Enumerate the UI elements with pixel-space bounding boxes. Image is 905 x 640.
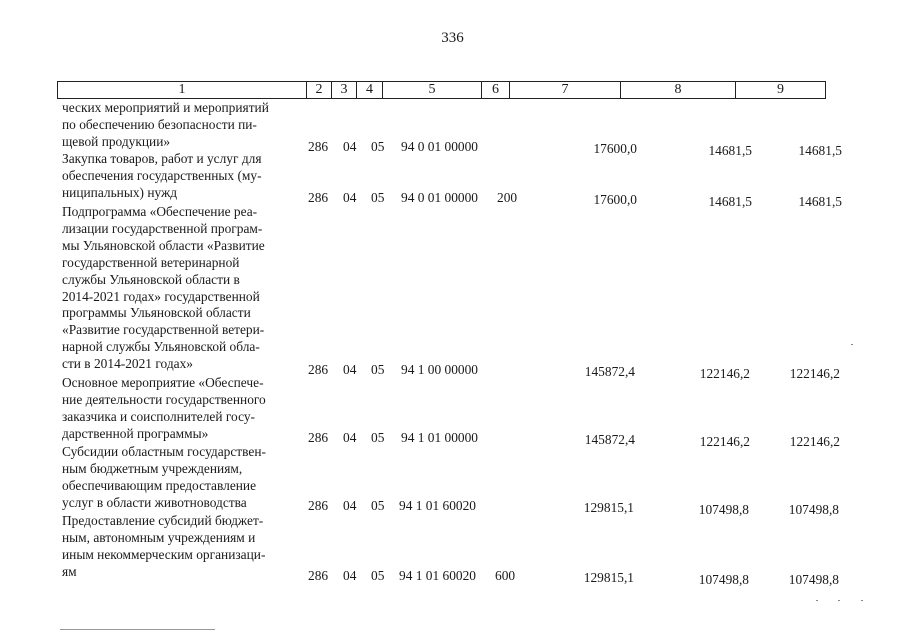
cell-amount-col8: 14681,5 [708, 143, 752, 158]
column-header-9: 9 [736, 82, 826, 99]
cell-ministry-code: 286 [308, 568, 329, 583]
cell-expense-type: 200 [497, 190, 518, 205]
description-line: обеспечения государственных (му- [62, 167, 262, 183]
description-line: ние деятельности государственного [62, 391, 266, 407]
description-line: Подпрограмма «Обеспечение реа- [62, 204, 258, 219]
description-line: обеспечивающим предоставление [62, 477, 257, 493]
description-line: «Развитие государственной ветери- [62, 322, 265, 338]
column-header-table [57, 81, 826, 99]
description-line: 2014-2021 годах» государственной [62, 288, 260, 304]
row-description [62, 444, 298, 512]
description-line: заказчика и соисполнителей госу- [62, 408, 255, 424]
cell-ministry-code: 286 [308, 362, 329, 377]
description-line: нарной службы Ульяновской обла- [62, 339, 260, 355]
description-line: Основное мероприятие «Обеспече- [62, 375, 264, 390]
description-line: Предоставление субсидий бюджет- [62, 513, 264, 528]
scan-speck [838, 600, 840, 601]
cell-subsection: 05 [371, 362, 385, 377]
cell-subsection: 05 [371, 190, 385, 205]
cell-amount-col9: 107498,8 [788, 572, 839, 587]
cell-amount-col8: 107498,8 [698, 572, 749, 587]
description-line: дарственной программы» [62, 425, 209, 441]
cell-amount-col8: 122146,2 [699, 366, 750, 381]
description-line: сти в 2014-2021 годах» [62, 356, 193, 372]
cell-amount-col7: 145872,4 [584, 364, 635, 379]
column-header-3: 3 [332, 82, 357, 99]
cell-target-article: 94 1 01 60020 [399, 568, 476, 583]
cell-expense-type: 600 [495, 568, 516, 583]
description-line: ческих мероприятий и мероприятий [62, 100, 269, 115]
scan-speck [861, 600, 863, 601]
cell-amount-col7: 17600,0 [593, 141, 637, 156]
cell-amount-col9: 107498,8 [788, 502, 839, 517]
cell-subsection: 05 [371, 498, 385, 513]
cell-subsection: 05 [371, 568, 385, 583]
cell-target-article: 94 1 01 60020 [399, 498, 476, 513]
cell-target-article: 94 0 01 00000 [401, 139, 478, 154]
cell-amount-col7: 17600,0 [593, 192, 637, 207]
description-line: услуг в области животноводства [62, 494, 247, 510]
description-line: службы Ульяновской области в [62, 271, 240, 287]
description-line: Закупка товаров, работ и услуг для [62, 151, 262, 166]
cell-section: 04 [343, 568, 357, 583]
column-header-5: 5 [383, 82, 482, 99]
description-line: ным, автономным учреждениям и [62, 529, 256, 545]
cell-ministry-code: 286 [308, 139, 329, 154]
row-description [62, 513, 298, 581]
page-number: 336 [441, 30, 464, 46]
description-line: программы Ульяновской области [62, 305, 251, 321]
description-line: щевой продукции» [62, 133, 171, 149]
column-header-4: 4 [357, 82, 383, 99]
cell-section: 04 [343, 190, 357, 205]
cell-amount-col9: 122146,2 [789, 366, 840, 381]
footnote-rule [60, 629, 215, 630]
cell-amount-col8: 14681,5 [708, 194, 752, 209]
column-header-1: 1 [58, 82, 307, 99]
scan-speck [816, 600, 818, 601]
row-description [62, 375, 298, 443]
cell-amount-col7: 129815,1 [583, 500, 634, 515]
column-header-6: 6 [482, 82, 510, 99]
cell-amount-col8: 107498,8 [698, 502, 749, 517]
cell-amount-col9: 122146,2 [789, 434, 840, 449]
cell-target-article: 94 1 00 00000 [401, 362, 478, 377]
cell-amount-col9: 14681,5 [798, 194, 842, 209]
cell-section: 04 [343, 139, 357, 154]
cell-section: 04 [343, 498, 357, 513]
description-line: государственной ветеринарной [62, 254, 240, 270]
column-header-2: 2 [307, 82, 332, 99]
cell-section: 04 [343, 362, 357, 377]
cell-amount-col8: 122146,2 [699, 434, 750, 449]
cell-ministry-code: 286 [308, 430, 329, 445]
column-header-8: 8 [621, 82, 736, 99]
cell-ministry-code: 286 [308, 190, 329, 205]
cell-target-article: 94 1 01 00000 [401, 430, 478, 445]
description-line: Субсидии областным государствен- [62, 444, 266, 459]
cell-ministry-code: 286 [308, 498, 329, 513]
cell-amount-col9: 14681,5 [798, 143, 842, 158]
cell-section: 04 [343, 430, 357, 445]
row-description [62, 151, 298, 202]
description-line: иным некоммерческим организаци- [62, 546, 266, 562]
cell-amount-col7: 129815,1 [583, 570, 634, 585]
description-line: ниципальных) нужд [62, 184, 178, 200]
column-header-7: 7 [510, 82, 621, 99]
cell-subsection: 05 [371, 139, 385, 154]
row-description [62, 100, 298, 151]
description-line: мы Ульяновской области «Развитие [62, 237, 265, 253]
scan-speck [851, 344, 853, 345]
row-description [62, 204, 298, 373]
description-line: ям [62, 563, 77, 579]
description-line: лизации государственной програм- [62, 220, 263, 236]
description-line: по обеспечению безопасности пи- [62, 116, 257, 132]
cell-target-article: 94 0 01 00000 [401, 190, 478, 205]
cell-subsection: 05 [371, 430, 385, 445]
cell-amount-col7: 145872,4 [584, 432, 635, 447]
column-header-row [58, 82, 826, 99]
description-line: ным бюджетным учреждениям, [62, 460, 243, 476]
